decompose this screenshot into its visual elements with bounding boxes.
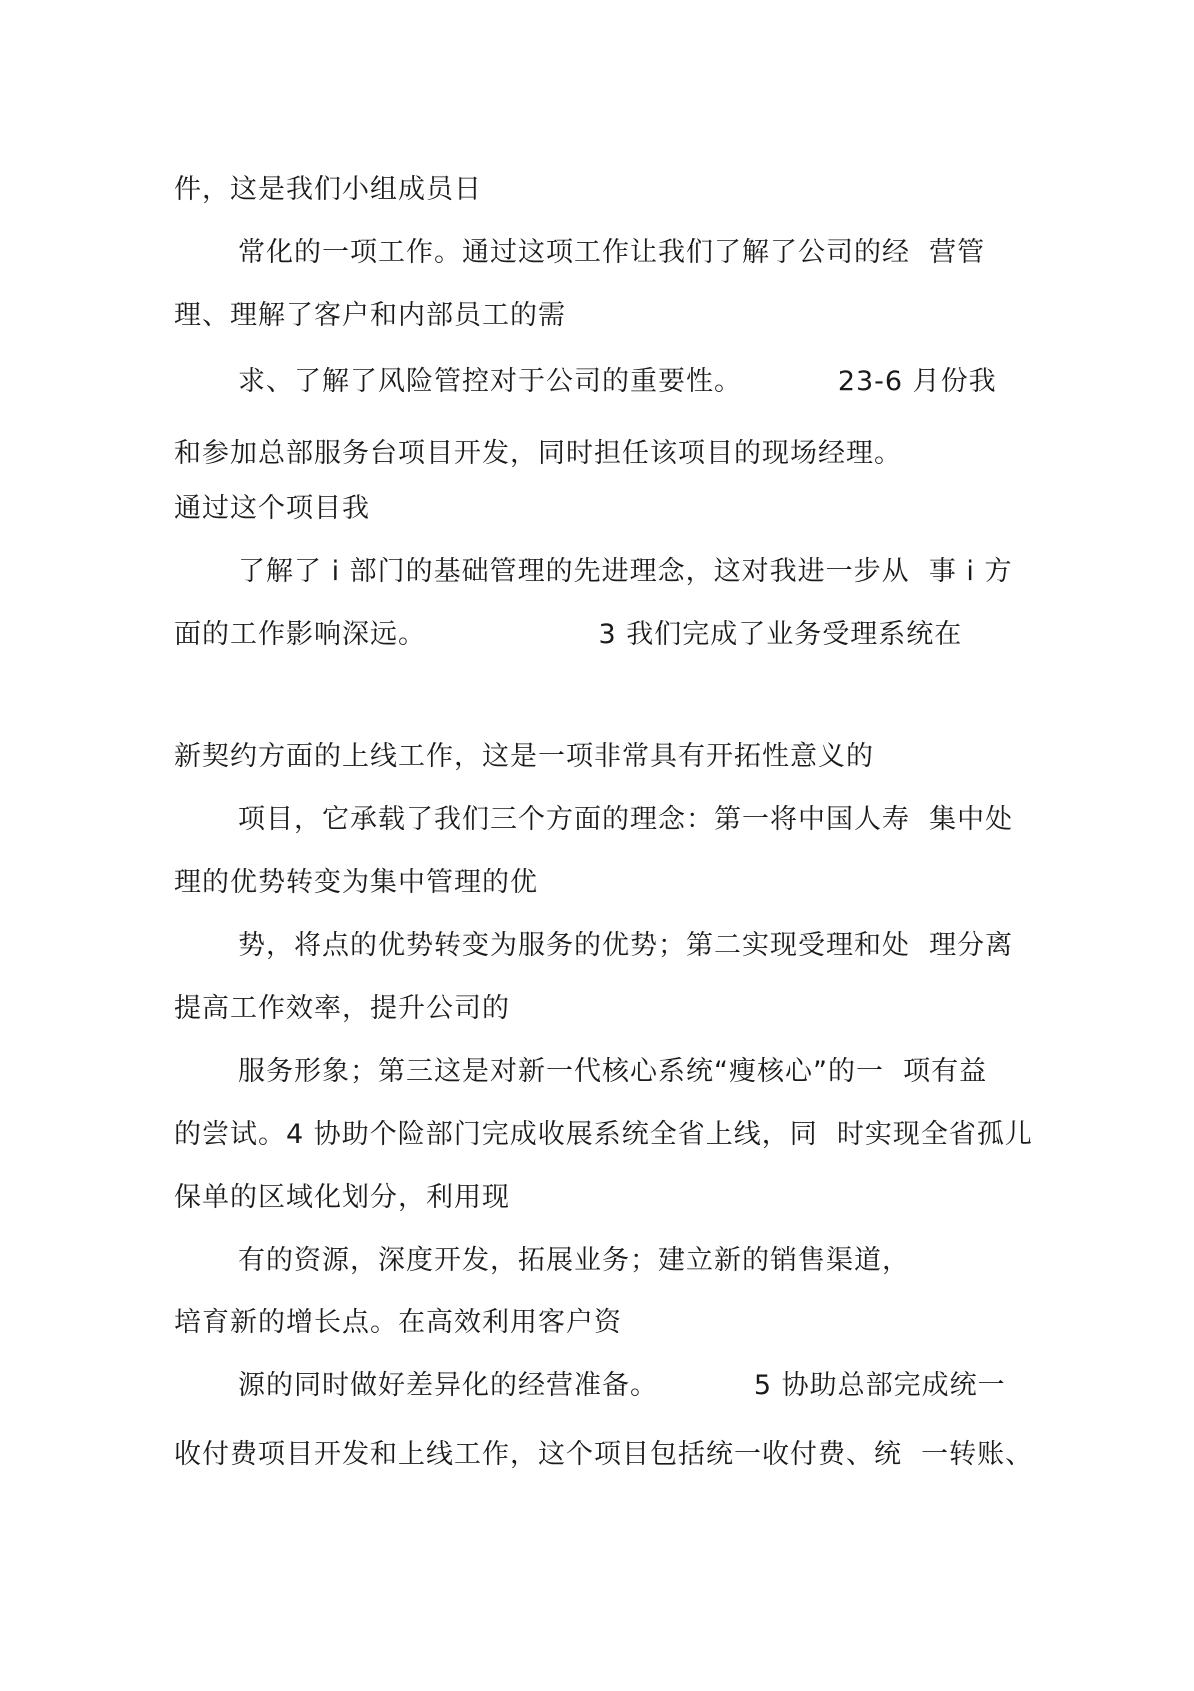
text-line: 面的工作影响深远。 3 我们完成了业务受理系统在 — [174, 619, 963, 650]
text-line: 理、理解了客户和内部员工的需 — [174, 300, 566, 331]
text-line: 新契约方面的上线工作，这是一项非常具有开拓性意义的 — [174, 741, 874, 772]
text-line: 提高工作效率，提升公司的 — [174, 993, 510, 1024]
text-line: 件，这是我们小组成员日 — [174, 174, 482, 205]
text-line: 培育新的增长点。在高效利用客户资 — [174, 1307, 622, 1338]
text-line: 求、了解了风险管控对于公司的重要性。 23-6 月份我 — [238, 366, 997, 397]
text-line: 常化的一项工作。通过这项工作让我们了解了公司的经 营管 — [238, 237, 986, 268]
text-line: 源的同时做好差异化的经营准备。 5 协助总部完成统一 — [238, 1370, 1006, 1401]
text-line: 收付费项目开发和上线工作，这个项目包括统一收付费、统 一转账、 — [174, 1439, 1034, 1470]
text-line: 了解了 i 部门的基础管理的先进理念，这对我进一步从 事 i 方 — [238, 556, 1013, 587]
text-line: 的尝试。4 协助个险部门完成收展系统全省上线，同 时实现全省孤儿 — [174, 1119, 1033, 1150]
text-line: 保单的区域化划分，利用现 — [174, 1182, 510, 1213]
text-line: 和参加总部服务台项目开发，同时担任该项目的现场经理。 — [174, 438, 902, 469]
text-line: 理的优势转变为集中管理的优 — [174, 867, 538, 898]
text-line: 势，将点的优势转变为服务的优势；第二实现受理和处 理分离 — [238, 930, 1014, 961]
text-line: 项目，它承载了我们三个方面的理念：第一将中国人寿 集中处 — [238, 804, 1014, 835]
text-line: 服务形象；第三这是对新一代核心系统“瘦核心”的一 项有益 — [238, 1056, 988, 1087]
text-line: 有的资源，深度开发，拓展业务；建立新的销售渠道， — [238, 1245, 910, 1276]
text-line: 通过这个项目我 — [174, 493, 370, 524]
